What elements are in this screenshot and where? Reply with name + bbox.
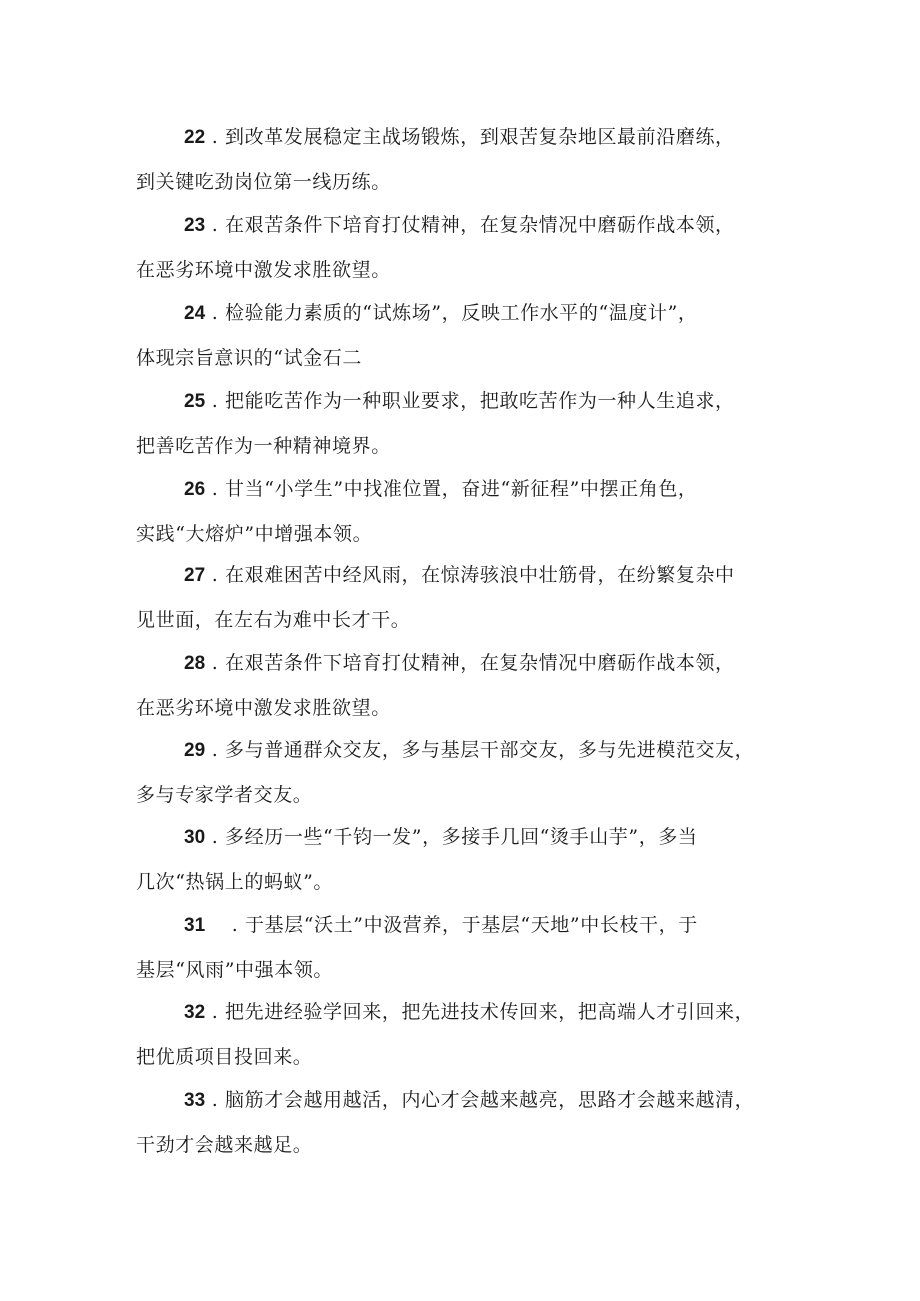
item-number: 28	[184, 653, 206, 674]
item-text: . 在艰难困苦中经风雨，在惊涛骇浪中壮筋骨，在纷繁复杂中	[205, 564, 735, 586]
item-number: 22	[184, 127, 206, 148]
item-first-line	[136, 379, 796, 424]
item-number: 33	[184, 1090, 206, 1111]
item-text: . 检验能力素质的“试炼场”，反映工作水平的“温度计”，	[205, 302, 698, 324]
item-continuation-line: 把优质项目投回来。	[136, 1046, 313, 1068]
item-number: 31	[184, 915, 206, 936]
item-first-line	[136, 641, 796, 686]
list-item	[136, 115, 796, 204]
item-number: 29	[184, 740, 206, 761]
list-item	[136, 728, 796, 817]
item-first-line	[136, 815, 796, 860]
item-text: . 多与普通群众交友，多与基层干部交友，多与先进模范交友，	[205, 739, 755, 761]
item-number: 26	[184, 479, 206, 500]
item-text: . 多经历一些“千钧一发”，多接手几回“烫手山芋”，多当	[205, 826, 698, 848]
item-continuation-line: 把善吃苦作为一种精神境界。	[136, 435, 391, 457]
item-number: 27	[184, 565, 206, 586]
item-first-line	[136, 203, 796, 248]
item-first-line	[136, 115, 796, 160]
item-continuation-line: 干劲才会越来越足。	[136, 1134, 313, 1156]
item-text: . 在艰苦条件下培育打仗精神，在复杂情况中磨砺作战本领，	[205, 652, 735, 674]
item-first-line	[136, 291, 796, 336]
list-item	[136, 203, 796, 292]
item-first-line	[136, 553, 796, 598]
list-item	[136, 903, 796, 992]
item-continuation-line: 几次“热锅上的蚂蚁”。	[136, 871, 334, 893]
item-continuation-line: 实践“大熔炉”中增强本领。	[136, 523, 373, 545]
item-number: 25	[184, 391, 206, 412]
item-first-line	[136, 1078, 796, 1123]
item-text: . 于基层“沃土”中汲营养，于基层“天地”中长枝干，于	[205, 914, 698, 936]
item-text: . 在艰苦条件下培育打仗精神，在复杂情况中磨砺作战本领，	[205, 214, 735, 236]
item-text: . 到改革发展稳定主战场锻炼，到艰苦复杂地区最前沿磨练，	[205, 126, 735, 148]
list-item	[136, 641, 796, 730]
item-first-line	[136, 728, 796, 773]
list-item	[136, 990, 796, 1079]
item-text: . 脑筋才会越用越活，内心才会越来越亮，思路才会越来越清，	[205, 1089, 755, 1111]
item-first-line	[136, 990, 796, 1035]
list-item	[136, 467, 796, 556]
item-continuation-line: 体现宗旨意识的“试金石二	[136, 347, 362, 369]
item-continuation-line: 到关键吃劲岗位第一线历练。	[136, 171, 391, 193]
list-item	[136, 815, 796, 904]
list-item	[136, 291, 796, 380]
item-continuation-line: 在恶劣环境中激发求胜欲望。	[136, 259, 391, 281]
item-text: . 把先进经验学回来，把先进技术传回来，把高端人才引回来，	[205, 1001, 755, 1023]
list-item	[136, 553, 796, 642]
list-item	[136, 379, 796, 468]
item-first-line	[136, 467, 796, 512]
item-continuation-line: 见世面，在左右为难中长才干。	[136, 609, 411, 631]
item-number: 30	[184, 827, 206, 848]
item-text: . 甘当“小学生”中找准位置，奋进“新征程”中摆正角色，	[205, 478, 698, 500]
item-first-line	[136, 903, 796, 948]
item-continuation-line: 在恶劣环境中激发求胜欲望。	[136, 697, 391, 719]
item-number: 32	[184, 1002, 206, 1023]
item-continuation-line: 基层“风雨”中强本领。	[136, 959, 334, 981]
item-number: 23	[184, 215, 206, 236]
item-number: 24	[184, 303, 206, 324]
item-text: . 把能吃苦作为一种职业要求，把敢吃苦作为一种人生追求，	[205, 390, 735, 412]
list-item	[136, 1078, 796, 1167]
item-continuation-line: 多与专家学者交友。	[136, 784, 313, 806]
